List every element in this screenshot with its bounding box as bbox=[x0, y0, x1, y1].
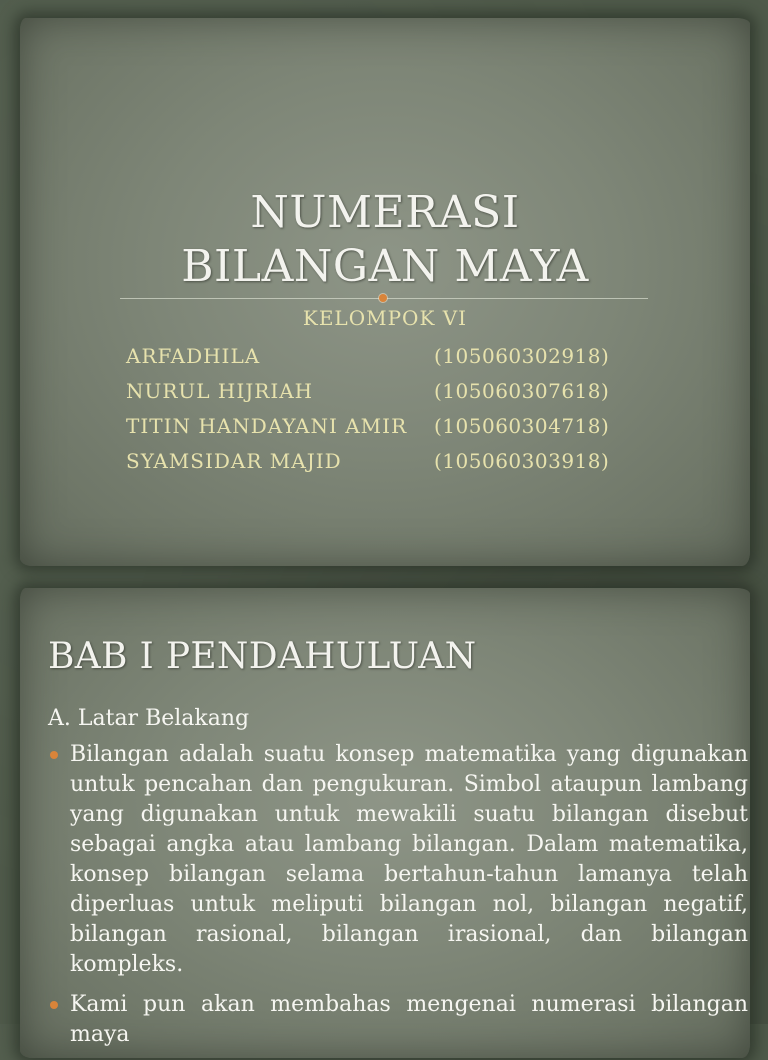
member-row bbox=[126, 373, 609, 408]
member-id: (105060307618) bbox=[434, 378, 610, 403]
title-slide bbox=[20, 18, 750, 566]
member-name: ARFADHILA bbox=[126, 343, 261, 368]
section-label: A. Latar Belakang bbox=[48, 706, 250, 731]
bullet-item bbox=[48, 990, 748, 1050]
bullet-text: Bilangan adalah suatu konsep matematika yang digunakan untuk pencahan dan pengukuran. Simbol ataupun lambang yang digunakan untuk mewakili suatu bilangan disebut sebagai angka atau lambang bilangan. Dalam matematika, konsep bilangan selama bertahun-tahun lamanya telah diperluas untuk meliputi bilangan nol, bilangan negatif, bilangan rasional, bilangan irasional, dan bilangan kompleks. bbox=[70, 742, 748, 977]
member-name: TITIN HANDAYANI AMIR bbox=[126, 413, 408, 438]
bullet-icon bbox=[50, 1001, 58, 1009]
member-list bbox=[126, 338, 609, 478]
slide-title bbox=[20, 186, 750, 294]
bullet-text: Kami pun akan membahas mengenai numerasi bilangan maya bbox=[70, 992, 748, 1047]
member-name: NURUL HIJRIAH bbox=[126, 378, 314, 403]
member-name: SYAMSIDAR MAJID bbox=[126, 448, 342, 473]
bullet-list bbox=[48, 740, 748, 1060]
member-row bbox=[126, 338, 609, 373]
slide-heading: BAB I PENDAHULUAN bbox=[48, 636, 477, 677]
divider-dot-icon bbox=[379, 294, 387, 302]
member-row bbox=[126, 443, 609, 478]
member-id: (105060302918) bbox=[434, 343, 610, 368]
content-slide bbox=[20, 588, 750, 1058]
bullet-item bbox=[48, 740, 748, 980]
title-line-1: NUMERASI bbox=[250, 187, 520, 238]
member-row bbox=[126, 408, 609, 443]
member-id: (105060303918) bbox=[434, 448, 610, 473]
member-id: (105060304718) bbox=[434, 413, 610, 438]
group-label: KELOMPOK VI bbox=[302, 306, 468, 330]
bullet-icon bbox=[50, 751, 58, 759]
title-line-2: BILANGAN MAYA bbox=[181, 241, 589, 292]
